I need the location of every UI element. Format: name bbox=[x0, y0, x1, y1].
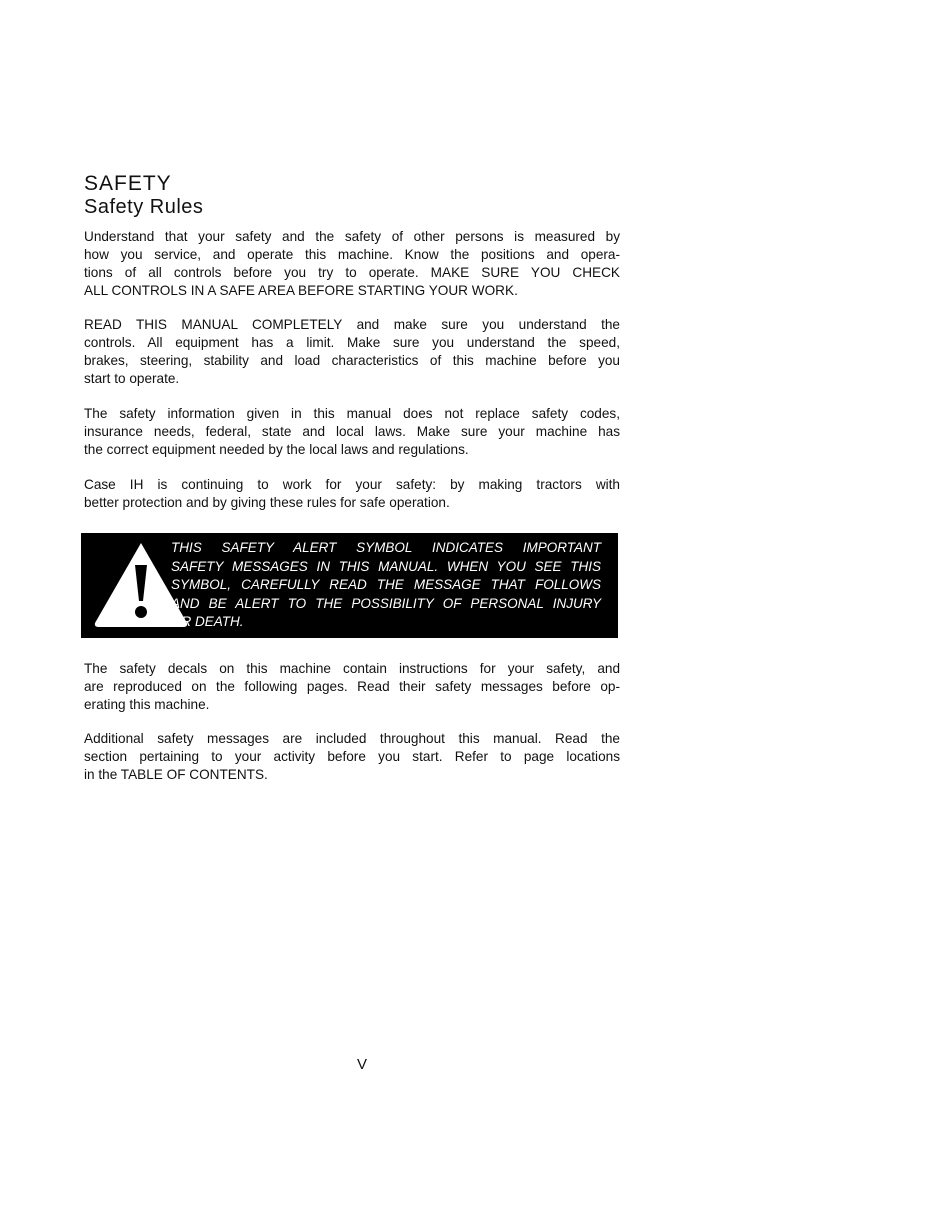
paragraph-line: erating this machine. bbox=[84, 697, 210, 712]
safety-alert-box bbox=[81, 533, 618, 638]
paragraph-read-manual bbox=[84, 316, 620, 388]
alert-line: SYMBOL, CAREFULLY READ THE MESSAGE THAT FOLLOWS bbox=[171, 577, 601, 592]
section-heading: SAFETY bbox=[84, 172, 172, 195]
paragraph-intro bbox=[84, 228, 620, 300]
paragraph-line: are reproduced on the following pages. Read their safety messages before op- bbox=[84, 679, 620, 694]
paragraph-line: The safety information given in this manual does not replace safety codes, bbox=[84, 406, 620, 421]
paragraph-line: how you service, and operate this machine. Know the positions and opera- bbox=[84, 247, 620, 262]
paragraph-line: the correct equipment needed by the local laws and regulations. bbox=[84, 442, 469, 457]
paragraph-line: The safety decals on this machine contain instructions for your safety, and bbox=[84, 661, 620, 676]
paragraph-line: Additional safety messages are included throughout this manual. Read the bbox=[84, 731, 620, 746]
alert-message bbox=[171, 539, 601, 632]
paragraph-line: tions of all controls before you try to operate. MAKE SURE YOU CHECK bbox=[84, 265, 620, 280]
section-subheading: Safety Rules bbox=[84, 196, 204, 218]
paragraph-line: start to operate. bbox=[84, 371, 180, 386]
paragraph-line: ALL CONTROLS IN A SAFE AREA BEFORE STARTING YOUR WORK. bbox=[84, 283, 518, 298]
paragraph-safety-info bbox=[84, 405, 620, 459]
paragraph-line: Understand that your safety and the safety of other persons is measured by bbox=[84, 229, 620, 244]
paragraph-line: section pertaining to your activity before you start. Refer to page locations bbox=[84, 749, 620, 764]
paragraph-decals bbox=[84, 660, 620, 714]
alert-line: THIS SAFETY ALERT SYMBOL INDICATES IMPORTANT bbox=[171, 540, 601, 555]
paragraph-line: better protection and by giving these rules for safe operation. bbox=[84, 495, 450, 510]
paragraph-line: brakes, steering, stability and load characteristics of this machine before you bbox=[84, 353, 620, 368]
paragraph-line: Case IH is continuing to work for your safety: by making tractors with bbox=[84, 477, 620, 492]
paragraph-line: READ THIS MANUAL COMPLETELY and make sure you understand the bbox=[84, 317, 620, 332]
paragraph-case-ih bbox=[84, 476, 620, 512]
alert-line: AND BE ALERT TO THE POSSIBILITY OF PERSONAL INJURY bbox=[171, 595, 601, 611]
alert-line: SAFETY MESSAGES IN THIS MANUAL. WHEN YOU SEE THIS bbox=[171, 558, 601, 574]
paragraph-line: insurance needs, federal, state and local laws. Make sure your machine has bbox=[84, 424, 620, 439]
alert-line: OR DEATH. bbox=[171, 614, 244, 629]
paragraph-additional bbox=[84, 730, 620, 784]
paragraph-line: in the TABLE OF CONTENTS. bbox=[84, 767, 268, 782]
paragraph-line: controls. All equipment has a limit. Make sure you understand the speed, bbox=[84, 335, 620, 350]
page-number: V bbox=[357, 1056, 368, 1073]
